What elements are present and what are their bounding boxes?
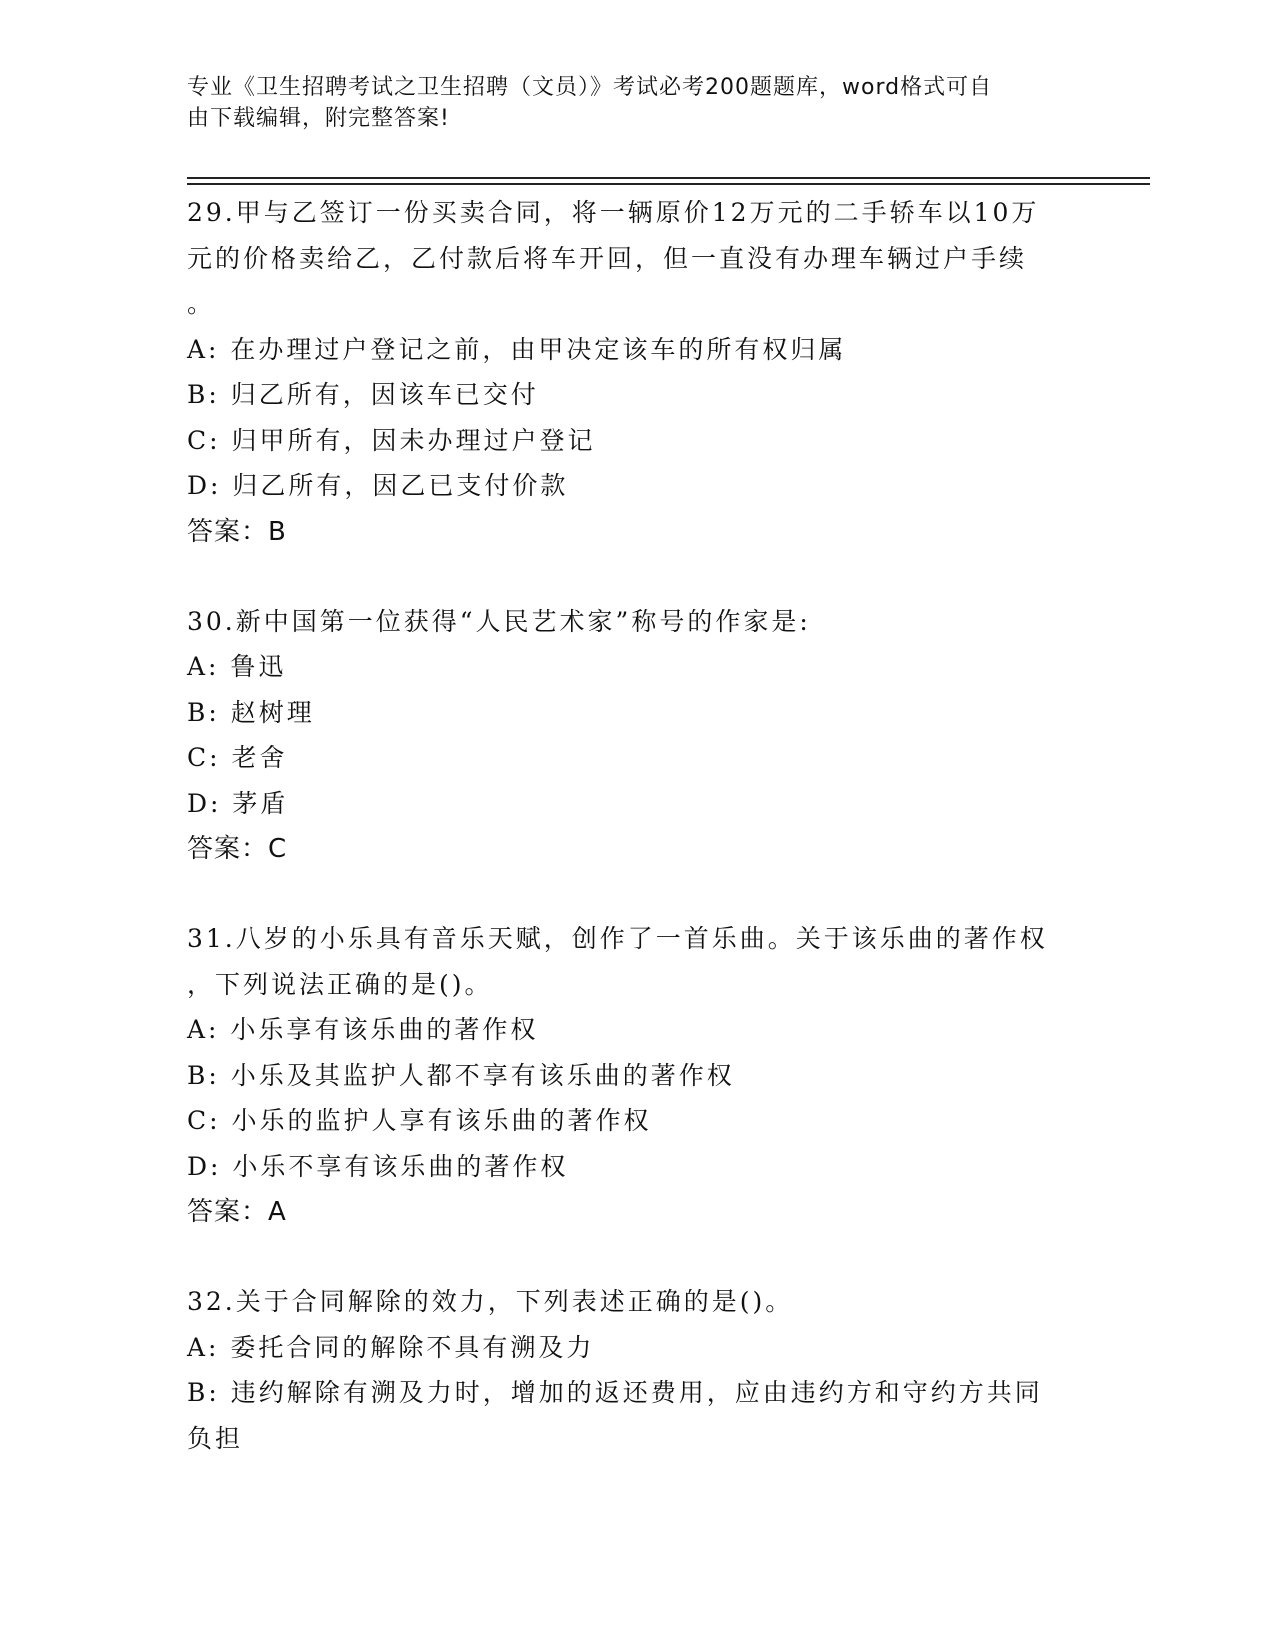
question-text-line: ，下列说法正确的是()。 [187,969,493,999]
option-b: B: 归乙所有，因该车已交付 [187,380,539,409]
option-c: C: 归甲所有，因未办理过户登记 [187,425,596,455]
option-a: A: 小乐享有该乐曲的著作权 [187,1015,539,1044]
header-line-1: 专业《卫生招聘考试之卫生招聘（文员）》考试必考200题题库，word格式可自 [187,75,993,100]
option-d: D: 小乐不享有该乐曲的著作权 [187,1151,569,1181]
option-c: C: 老舍 [187,743,288,772]
question-text-line: 。 [187,289,216,318]
option-b: B: 小乐及其监护人都不享有该乐曲的著作权 [187,1060,735,1090]
header-line-2: 由下载编辑，附完整答案! [187,106,450,131]
option-b-continued: 负担 [187,1423,244,1453]
question-text-line: 31.八岁的小乐具有音乐天赋，创作了一首乐曲。关于该乐曲的著作权 [187,924,1048,953]
question-text-line: 30.新中国第一位获得“人民艺术家”称号的作家是: [187,606,811,636]
header-divider-top [187,177,1150,179]
answer-line: 答案：B [187,516,287,547]
question-text-line: 元的价格卖给乙，乙付款后将车开回，但一直没有办理车辆过户手续 [187,243,1028,273]
question-30 [187,599,1087,873]
option-b: B: 违约解除有溯及力时，增加的返还费用，应由违约方和守约方共同 [187,1378,1043,1407]
question-31 [187,916,1087,1235]
answer-line: 答案：C [187,834,288,864]
question-list [187,190,1087,1505]
option-c: C: 小乐的监护人享有该乐曲的著作权 [187,1106,652,1135]
document-header [187,72,1067,134]
option-a: A: 在办理过户登记之前，由甲决定该车的所有权归属 [187,334,847,364]
option-a: A: 委托合同的解除不具有溯及力 [187,1332,595,1362]
option-d: D: 归乙所有，因乙已支付价款 [187,471,569,500]
question-text-line: 29.甲与乙签订一份买卖合同，将一辆原价12万元的二手轿车以10万 [187,198,1040,227]
option-b: B: 赵树理 [187,697,315,727]
answer-line: 答案：A [187,1197,287,1227]
option-a: A: 鲁迅 [187,652,287,681]
header-divider-bottom [187,183,1150,185]
question-text-line: 32.关于合同解除的效力，下列表述正确的是()。 [187,1287,794,1316]
option-d: D: 茅盾 [187,788,289,818]
question-32 [187,1279,1087,1461]
question-29 [187,190,1087,555]
